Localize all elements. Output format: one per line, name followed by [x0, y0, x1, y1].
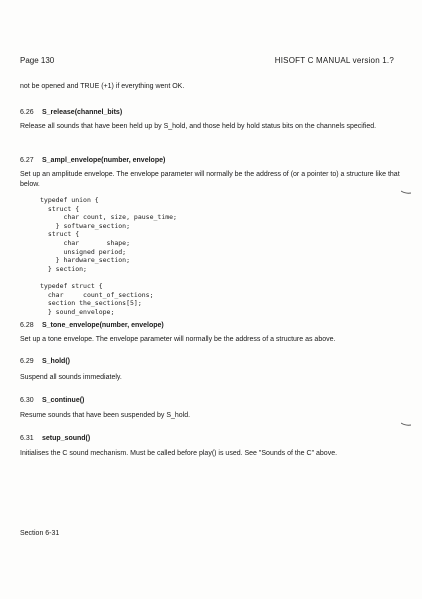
- section-number: 6.30: [20, 397, 34, 404]
- section-title: S_hold(): [42, 358, 70, 365]
- section-heading-6-31: [20, 435, 90, 442]
- section-heading-6-29: [20, 358, 70, 365]
- section-body-6-29: Suspend all sounds immediately.: [20, 374, 122, 381]
- section-number: 6.29: [20, 358, 34, 365]
- section-body-6-31: Initialises the C sound mechanism. Must be called before play() is used. See "Sounds of the C" above.: [20, 450, 338, 457]
- code-block-envelope: typedef union { struct { char count, size, pause_time; } software_section; struct { char shape; unsigned period; } hardware_section; } section; typedef struct { char count_of_sections; section the_sections[5]; } sound_envelope;: [40, 196, 177, 316]
- intro-text: not be opened and TRUE (+1) if everything went OK.: [20, 83, 185, 90]
- section-footer: Section 6-31: [20, 530, 60, 537]
- margin-mark: [401, 190, 411, 194]
- section-body-6-28: Set up a tone envelope. The envelope parameter will normally be the address of a structure as above.: [20, 336, 336, 343]
- section-number: 6.31: [20, 435, 34, 442]
- section-title: setup_sound(): [42, 435, 91, 442]
- margin-mark: [401, 422, 411, 426]
- manual-title: HISOFT C MANUAL version 1.?: [274, 56, 394, 65]
- page-number: Page 130: [20, 56, 55, 65]
- section-heading-6-30: [20, 397, 84, 404]
- section-title: S_release(channel_bits): [42, 109, 123, 116]
- section-body-6-30: Resume sounds that have been suspended by S_hold.: [20, 412, 191, 419]
- section-number: 6.27: [20, 157, 34, 164]
- section-heading-6-26: [20, 109, 122, 116]
- section-number: 6.26: [20, 109, 34, 116]
- section-title: S_ampl_envelope(number, envelope): [42, 157, 166, 164]
- section-body-6-27: Set up an amplitude envelope. The envelope parameter will normally be the address of (or a pointer to) a structure like that below.: [20, 171, 400, 188]
- section-number: 6.28: [20, 322, 34, 329]
- section-title: S_tone_envelope(number, envelope): [42, 322, 164, 329]
- section-body-6-26: Release all sounds that have been held up by S_hold, and those held by hold status bits on the channels specified.: [20, 123, 377, 130]
- section-heading-6-28: [20, 322, 164, 329]
- section-title: S_continue(): [42, 397, 85, 404]
- section-heading-6-27: [20, 157, 165, 164]
